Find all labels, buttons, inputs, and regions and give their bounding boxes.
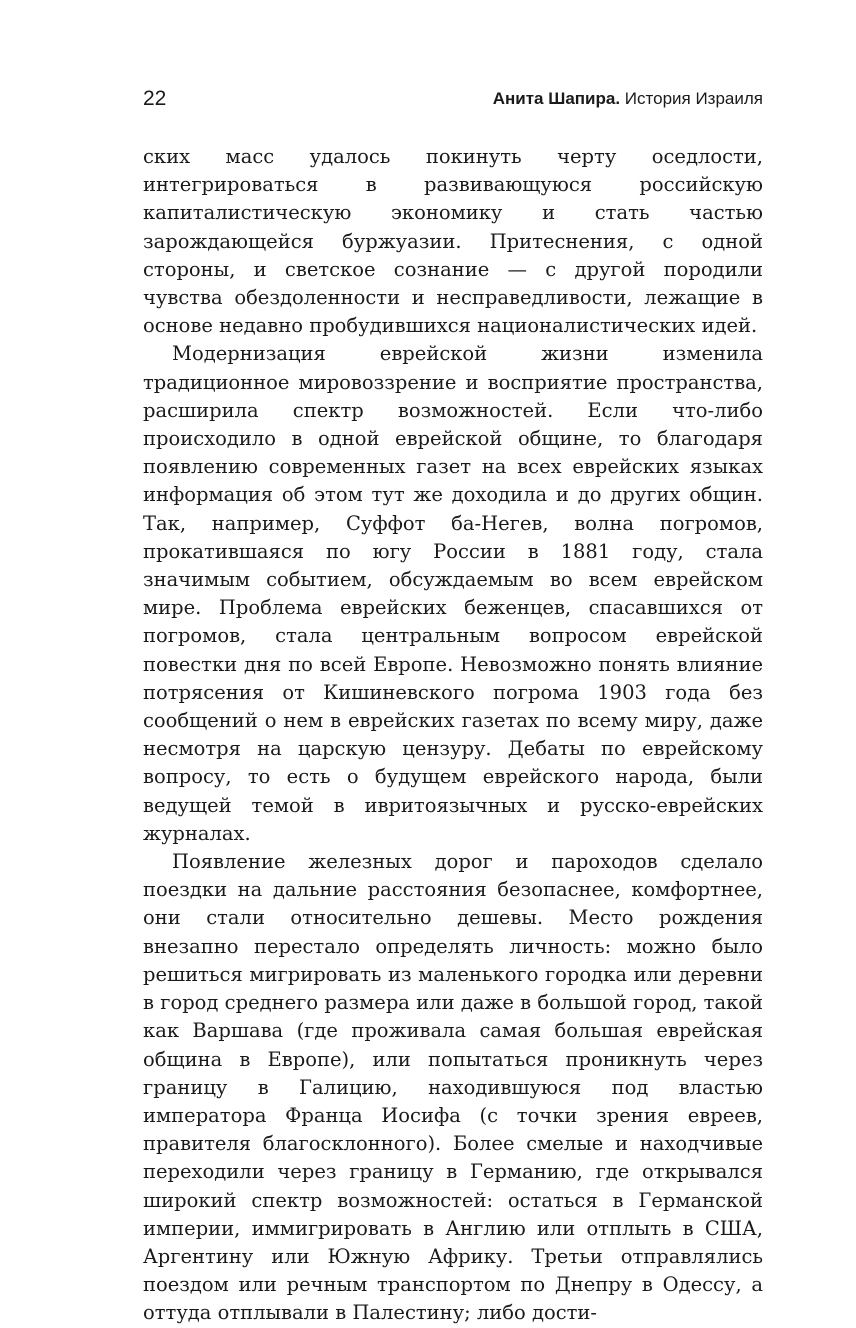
paragraph-1: ских масс удалось покинуть черту оседлости, интегрироваться в развивающуюся российскую капиталистическую экономику и стать частью зарождающейся буржуазии. Притеснения, с одной стороны, и светское сознание — с другой породили чувства обездоленности и несправедливости, лежащие в основе недавно пробудившихся националистических идей. xyxy=(143,145,763,338)
paragraph-2: Модернизация еврейской жизни изменила традиционное мировоззрение и восприятие пространства, расширила спектр возможностей. Если что-либо происходило в одной еврейской общине, то благодаря появлению современных газет на всех еврейских языках информация об этом тут же доходила и до других общин. Так, например, Суффот ба-Негев, волна погромов, прокатившаяся по югу России в 1881 году, стала значимым событием, обсуждаемым во всем еврейском мире. Проблема еврейских беженцев, спасавшихся от погромов, стала центральным вопросом еврейской повестки дня по всей Европе. Невозможно понять влияние потрясения от Кишиневского погрома 1903 года без сообщений о нем в еврейских газетах по всему миру, даже несмотря на царскую цензуру. Дебаты по еврейскому вопросу, то есть о будущем еврейского народа, были ведущей темой в ивритоязычных и русско-еврейских журналах. xyxy=(143,342,763,845)
body-text xyxy=(143,143,763,1328)
running-head-author: Анита Шапира. xyxy=(492,89,621,108)
page-number: 22 xyxy=(143,87,167,110)
page-header xyxy=(143,84,763,114)
running-head xyxy=(493,84,763,114)
running-head-title: История Израиля xyxy=(624,89,763,108)
paragraph-3: Появление железных дорог и пароходов сделало поездки на дальние расстояния безопаснее, комфортнее, они стали относительно дешевы. Место рождения внезапно перестало определять личность: можно было решиться мигрировать из маленького городка или деревни в город среднего размера или даже в большой город, такой как Варшава (где проживала самая большая еврейская община в Европе), или попытаться проникнуть через границу в Галицию, находившуюся под властью императора Франца Иосифа (с точки зрения евреев, правителя благосклонного). Более смелые и находчивые переходили через границу в Германию, где открывался широкий спектр возможностей: остаться в Германской империи, иммигрировать в Англию или отплыть в США, Аргентину или Южную Африку. Третьи отправлялись поездом или речным транспортом по Днепру в Одессу, а оттуда отплывали в Палестину; либо дости- xyxy=(143,850,763,1325)
